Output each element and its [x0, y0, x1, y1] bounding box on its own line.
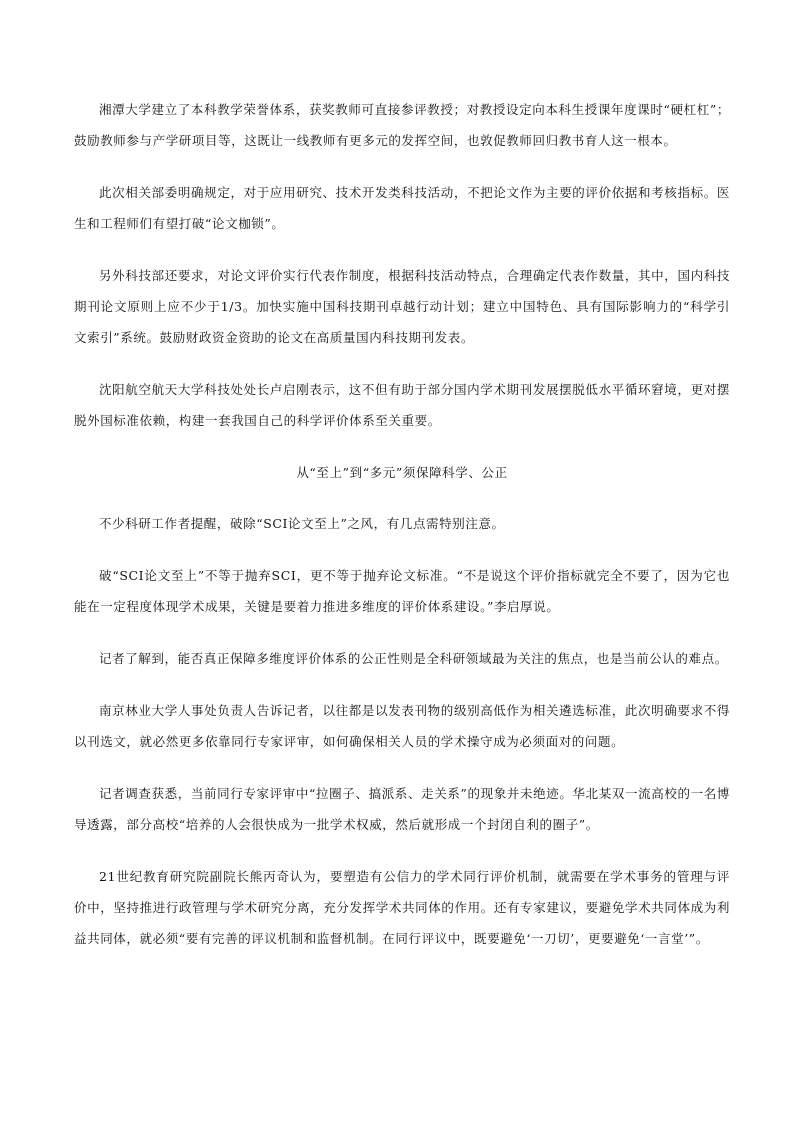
paragraph: 记者调查获悉，当前同行专家评审中“拉圈子、搞派系、走关系”的现象并未绝迹。华北某双一流高校的一名博导透露，部分高校“培养的人会很快成为一批学术权威，然后就形成一个封闭自利的圈子”。: [74, 786, 730, 832]
paragraph: 湘潭大学建立了本科教学荣誉体系，获奖教师可直接参评教授；对教授设定向本科生授课年度课时“硬杠杠”；鼓励教师参与产学研项目等，这既让一线教师有更多元的发挥空间，也敦促教师回归教书育人这一根本。: [74, 102, 730, 148]
paragraph: 沈阳航空航天大学科技处处长卢启刚表示，这不但有助于部分国内学术期刊发展摆脱低水平循环窘境，更对摆脱外国标准依赖，构建一套我国自己的科学评价体系至关重要。: [74, 382, 730, 428]
paragraph: 破“SCI论文至上”不等于抛弃SCI，更不等于抛弃论文标准。“不是说这个评价指标就完全不要了，因为它也能在一定程度体现学术成果，关键是要着力推进多维度的评价体系建设。”李启厚说。: [74, 568, 730, 614]
section-heading: 从“至上”到“多元”须保障科学、公正: [296, 465, 508, 480]
paragraph: 不少科研工作者提醒，破除“SCI论文至上”之风，有几点需特别注意。: [99, 516, 505, 531]
paragraph: 21世纪教育研究院副院长熊丙奇认为，要塑造有公信力的学术同行评价机制，就需要在学术事务的管理与评价中，坚持推进行政管理与学术研究分离，充分发挥学术共同体的作用。还有专家建议，要避免学术共同体成为利益共同体，就必须“要有完善的评议机制和监督机制。在同行评议中，既要避免‘一刀切’，更要避免‘一言堂’”。: [74, 869, 730, 946]
article-body: [74, 94, 730, 975]
paragraph: 此次相关部委明确规定，对于应用研究、技术开发类科技活动，不把论文作为主要的评价依据和考核指标。医生和工程师们有望打破“论文枷锁”。: [74, 185, 730, 231]
paragraph: 另外科技部还要求，对论文评价实行代表作制度，根据科技活动特点，合理确定代表作数量，其中，国内科技期刊论文原则上应不少于1/3。加快实施中国科技期刊卓越行动计划；建立中国特色、具有国际影响力的“科学引文索引”系统。鼓励财政资金资助的论文在高质量国内科技期刊发表。: [74, 268, 730, 345]
paragraph: 南京林业大学人事处负责人告诉记者，以往都是以发表刊物的级别高低作为相关遴选标准，此次明确要求不得以刊选文，就必然更多依靠同行专家评审，如何确保相关人员的学术操守成为必须面对的问题。: [74, 703, 730, 749]
paragraph: 记者了解到，能否真正保障多维度评价体系的公正性则是全科研领域最为关注的焦点，也是当前公认的难点。: [99, 651, 728, 666]
